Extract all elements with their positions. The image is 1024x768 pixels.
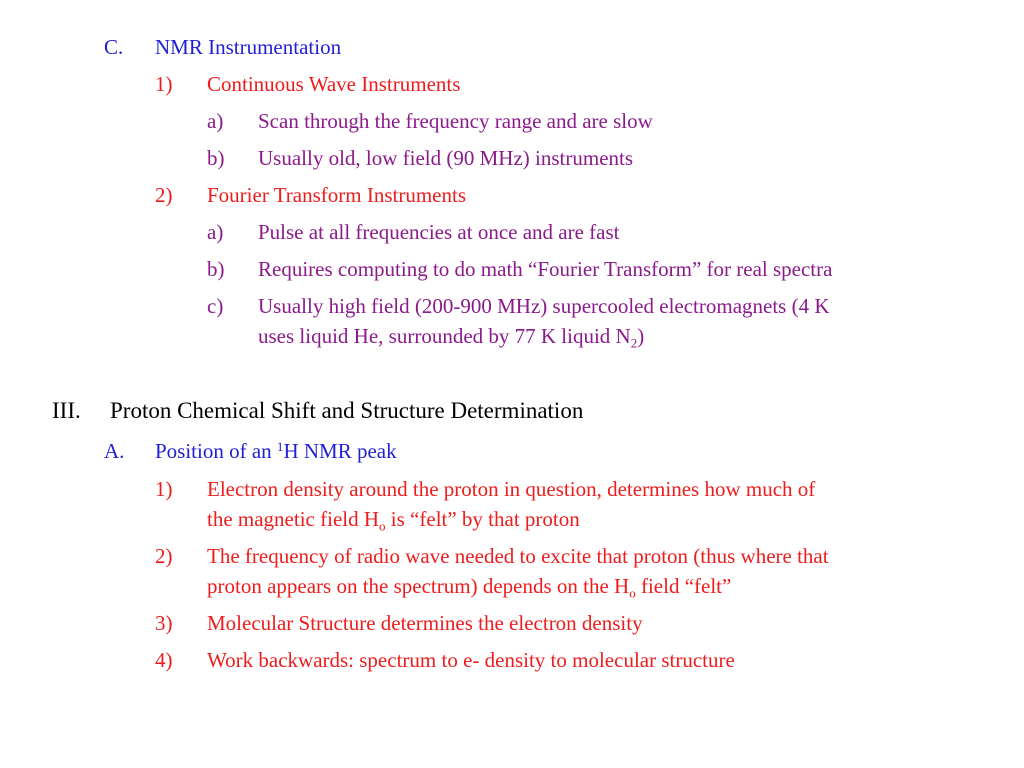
outline-marker: A. (104, 439, 125, 463)
outline-marker: b) (207, 146, 225, 170)
outline-text-line1: The frequency of radio wave needed to excite that proton (thus where that (207, 544, 829, 568)
outline-text: Usually old, low field (90 MHz) instruments (258, 146, 634, 170)
outline-marker: c) (207, 294, 224, 318)
outline-text-line2: uses liquid He, surrounded by 77 K liquid $N_2$) (258, 324, 645, 351)
outline-text-line1: Electron density around the proton in question, determines how much of (207, 477, 816, 501)
outline-text: Scan through the frequency range and are slow (258, 109, 653, 133)
outline-text: NMR Instrumentation (155, 35, 342, 59)
outline-marker: a) (207, 220, 224, 244)
outline-marker: 1) (155, 477, 173, 501)
outline-text: Work backwards: spectrum to e- density to molecular structure (207, 648, 735, 672)
outline-text: Molecular Structure determines the electron density (207, 611, 643, 635)
outline-marker: a) (207, 109, 224, 133)
outline-marker: 2) (155, 183, 173, 207)
outline-marker: 1) (155, 72, 173, 96)
outline-marker: C. (104, 35, 124, 59)
outline-marker: b) (207, 257, 225, 281)
outline-text: Continuous Wave Instruments (207, 72, 461, 96)
outline-text-line2: the magnetic field $H_o$ is “felt” by that proton (207, 507, 580, 534)
outline-text-line2: proton appears on the spectrum) depends on the $H_o$ field “felt” (207, 574, 732, 601)
outline-marker: III. (52, 398, 81, 423)
outline-text: Pulse at all frequencies at once and are fast (258, 220, 620, 244)
outline-text-line1: Usually high field (200-900 MHz) supercooled electromagnets (4 K (258, 294, 830, 318)
outline-text: Fourier Transform Instruments (207, 183, 466, 207)
outline-marker: 2) (155, 544, 173, 568)
outline-text: Requires computing to do math “Fourier Transform” for real spectra (258, 257, 833, 281)
section-title: Proton Chemical Shift and Structure Determination (110, 398, 584, 423)
outline-marker: 4) (155, 648, 173, 672)
outline-marker: 3) (155, 611, 173, 635)
outline-text: Position of an $^1$H NMR peak (155, 438, 397, 463)
